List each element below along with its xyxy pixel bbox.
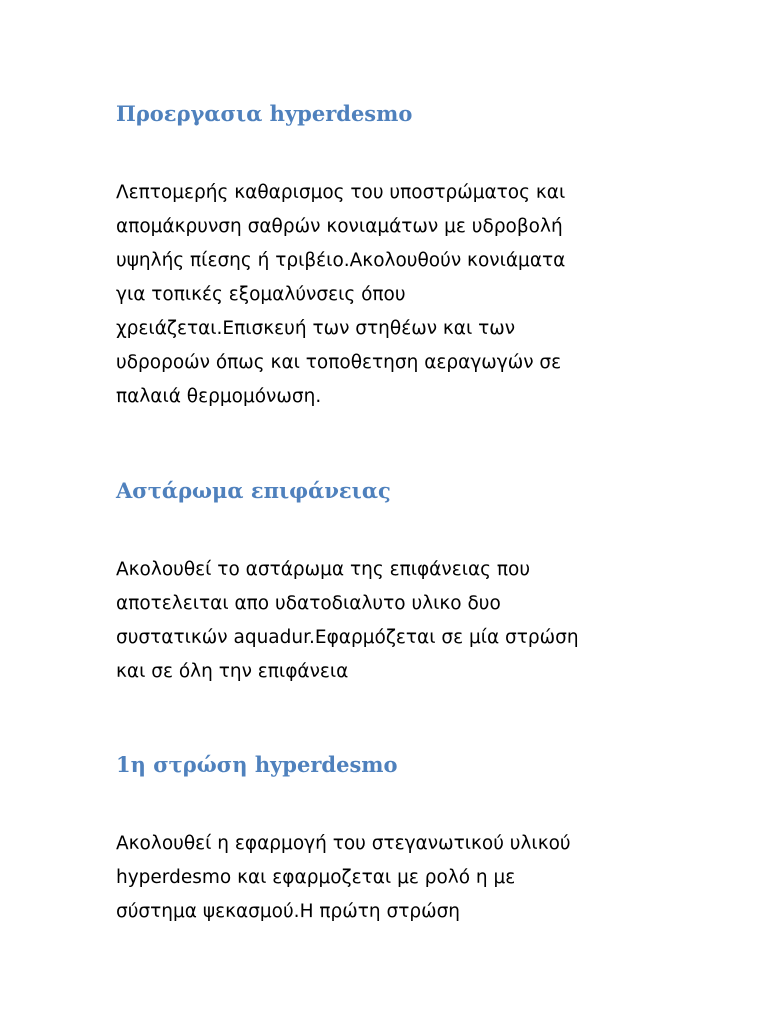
section-heading-first-coat: 1η στρώση hyperdesmo: [116, 752, 398, 777]
body-line: hyperdesmo και εφαρμοζεται με ρολό η με: [116, 867, 516, 888]
body-line: χρειάζεται.Επισκευή των στηθέων και των: [116, 318, 516, 339]
body-line: συστατικών aquadur.Εφαρμόζεται σε μία στρώση: [116, 627, 579, 648]
body-line: Λεπτομερής καθαρισμος του υποστρώματος και: [116, 182, 566, 203]
section-heading-primer: Αστάρωμα επιφάνειας: [116, 478, 391, 503]
body-line: Ακολουθεί η εφαρμογή του στεγανωτικού υλικού: [116, 833, 571, 854]
section-body-first-coat: [116, 827, 656, 929]
body-line: παλαιά θερμομόνωση.: [116, 386, 322, 407]
body-line: Ακολουθεί το αστάρωμα της επιφάνειας που: [116, 559, 531, 580]
body-line: και σε όλη την επιφάνεια: [116, 661, 349, 682]
body-line: υδροροών όπως και τοποθετηση αεραγωγών σε: [116, 352, 562, 373]
body-line: υψηλής πίεσης ή τριβέιο.Ακολουθούν κονιάματα: [116, 250, 566, 271]
section-body-primer: [116, 553, 656, 689]
section-heading-preparation: Προεργασια hyperdesmo: [116, 101, 413, 126]
body-line: σύστημα ψεκασμού.Η πρώτη στρώση: [116, 901, 461, 922]
body-line: για τοπικές εξομαλύνσεις όπου: [116, 284, 406, 305]
body-line: αποτελειται απο υδατοδιαλυτο υλικο δυο: [116, 593, 501, 614]
body-line: απομάκρυνση σαθρών κονιαμάτων με υδροβολή: [116, 216, 563, 237]
section-body-preparation: [116, 176, 656, 414]
